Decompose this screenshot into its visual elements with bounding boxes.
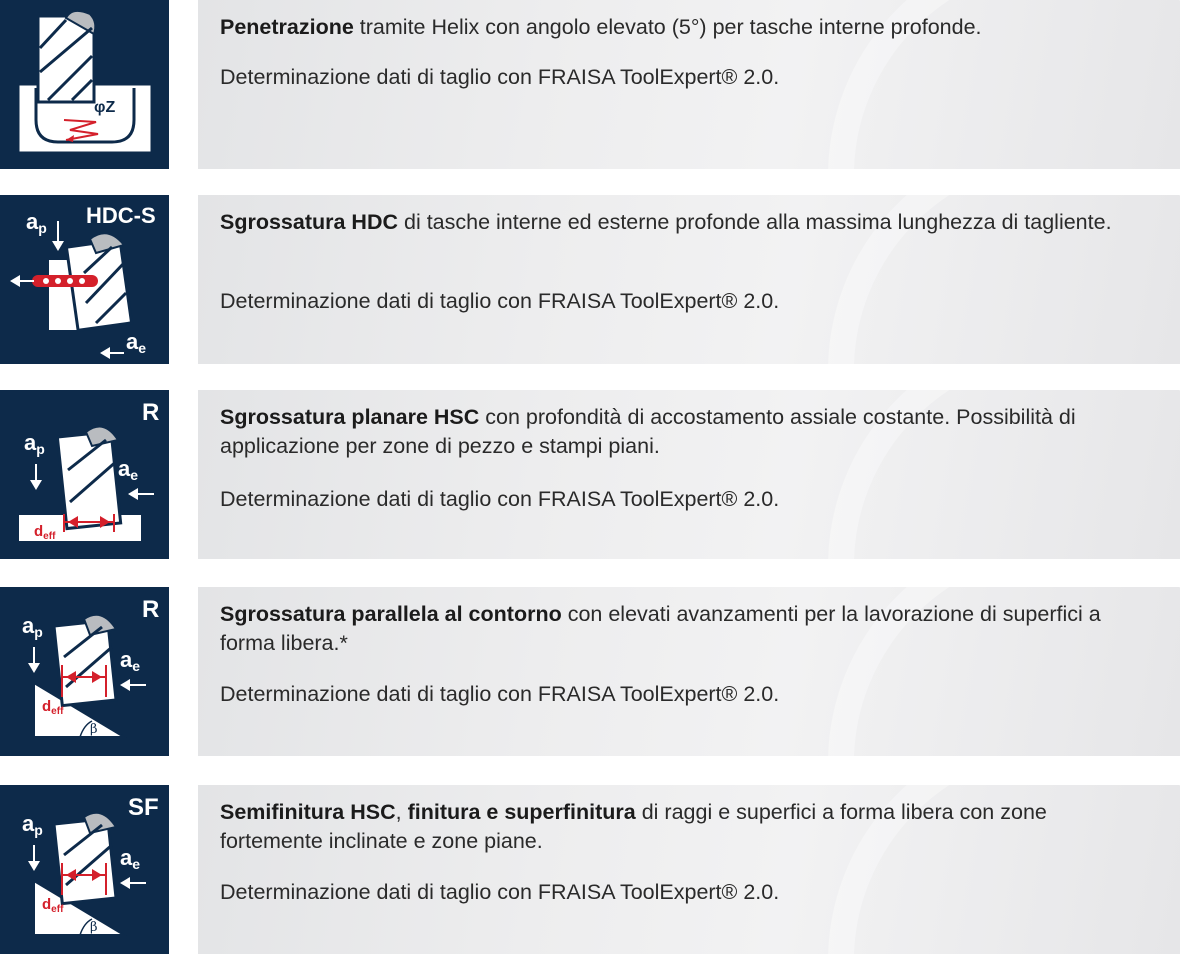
description-panel	[198, 0, 1180, 169]
description-panel	[198, 785, 1180, 954]
description-text: tramite Helix con angolo elevato (5°) per tasche interne profonde.	[353, 15, 982, 39]
hsc-finishing-icon	[0, 785, 169, 954]
description-title-separator: ,	[395, 800, 408, 824]
description-text: con elevati avanzamenti per la lavorazione di superfici a forma libera.*	[220, 602, 1101, 655]
description-title: Sgrossatura planare HSC	[220, 405, 480, 429]
helix-plunging-icon	[0, 0, 169, 169]
description-title: Semifinitura HSC	[220, 800, 396, 824]
description-title: Sgrossatura HDC	[220, 210, 399, 234]
icon-label: R	[142, 596, 160, 623]
description-panel	[198, 587, 1180, 756]
row-contour-parallel-roughing	[0, 587, 1180, 756]
ae-label: ae	[126, 329, 147, 356]
hdc-roughing-icon	[0, 195, 169, 364]
description	[220, 208, 1120, 237]
ap-label: ap	[24, 430, 45, 457]
beta-label: β	[90, 722, 98, 737]
tool-expert-note: Determinazione dati di taglio con FRAISA ToolExpert® 2.0.	[220, 880, 780, 904]
description-text: con profondità di accostamento assiale costante. Possibilità di applicazione per zone di pezzo e stampi piani.	[220, 405, 1076, 458]
icon-label: R	[142, 399, 160, 426]
hsc-planar-roughing-icon	[0, 390, 169, 559]
tool-expert-note: Determinazione dati di taglio con FRAISA ToolExpert® 2.0.	[220, 65, 780, 89]
icon-label: SF	[128, 794, 159, 821]
description	[220, 403, 1120, 461]
ae-label: ae	[120, 845, 141, 872]
deff-label: $d_{eff}$	[42, 698, 64, 717]
phi-z-label: φZ	[94, 99, 116, 116]
deff-label: $d_{eff}$	[42, 896, 64, 915]
row-helix-plunging	[0, 0, 1180, 169]
contour-parallel-roughing-icon	[0, 587, 169, 756]
beta-label: β	[90, 920, 98, 935]
ae-label: ae	[118, 456, 139, 483]
tool-expert-note: Determinazione dati di taglio con FRAISA ToolExpert® 2.0.	[220, 487, 780, 511]
description-text: di tasche interne ed esterne profonde alla massima lunghezza di tagliente.	[398, 210, 1112, 234]
tool-expert-note: Determinazione dati di taglio con FRAISA ToolExpert® 2.0.	[220, 289, 780, 313]
row-hdc-roughing	[0, 195, 1180, 364]
icon-label: HDC-S	[86, 203, 156, 228]
row-hsc-planar-roughing	[0, 390, 1180, 559]
description-panel	[198, 390, 1180, 559]
description-title: Sgrossatura parallela al contorno	[220, 602, 562, 626]
description	[220, 13, 1120, 42]
description-title: Penetrazione	[220, 15, 354, 39]
tool-expert-note: Determinazione dati di taglio con FRAISA ToolExpert® 2.0.	[220, 682, 780, 706]
description-title-2: finitura e superfinitura	[407, 800, 636, 824]
ap-label: ap	[26, 209, 47, 236]
ap-label: ap	[22, 613, 43, 640]
description-panel	[198, 195, 1180, 364]
ae-label: ae	[120, 647, 141, 674]
row-hsc-finishing	[0, 785, 1180, 954]
description-text: di raggi e superfici a forma libera con zone fortemente inclinate e zone piane.	[220, 800, 1047, 853]
ap-label: ap	[22, 811, 43, 838]
description	[220, 798, 1120, 856]
deff-label: $d_{eff}$	[34, 523, 56, 542]
description	[220, 600, 1120, 658]
